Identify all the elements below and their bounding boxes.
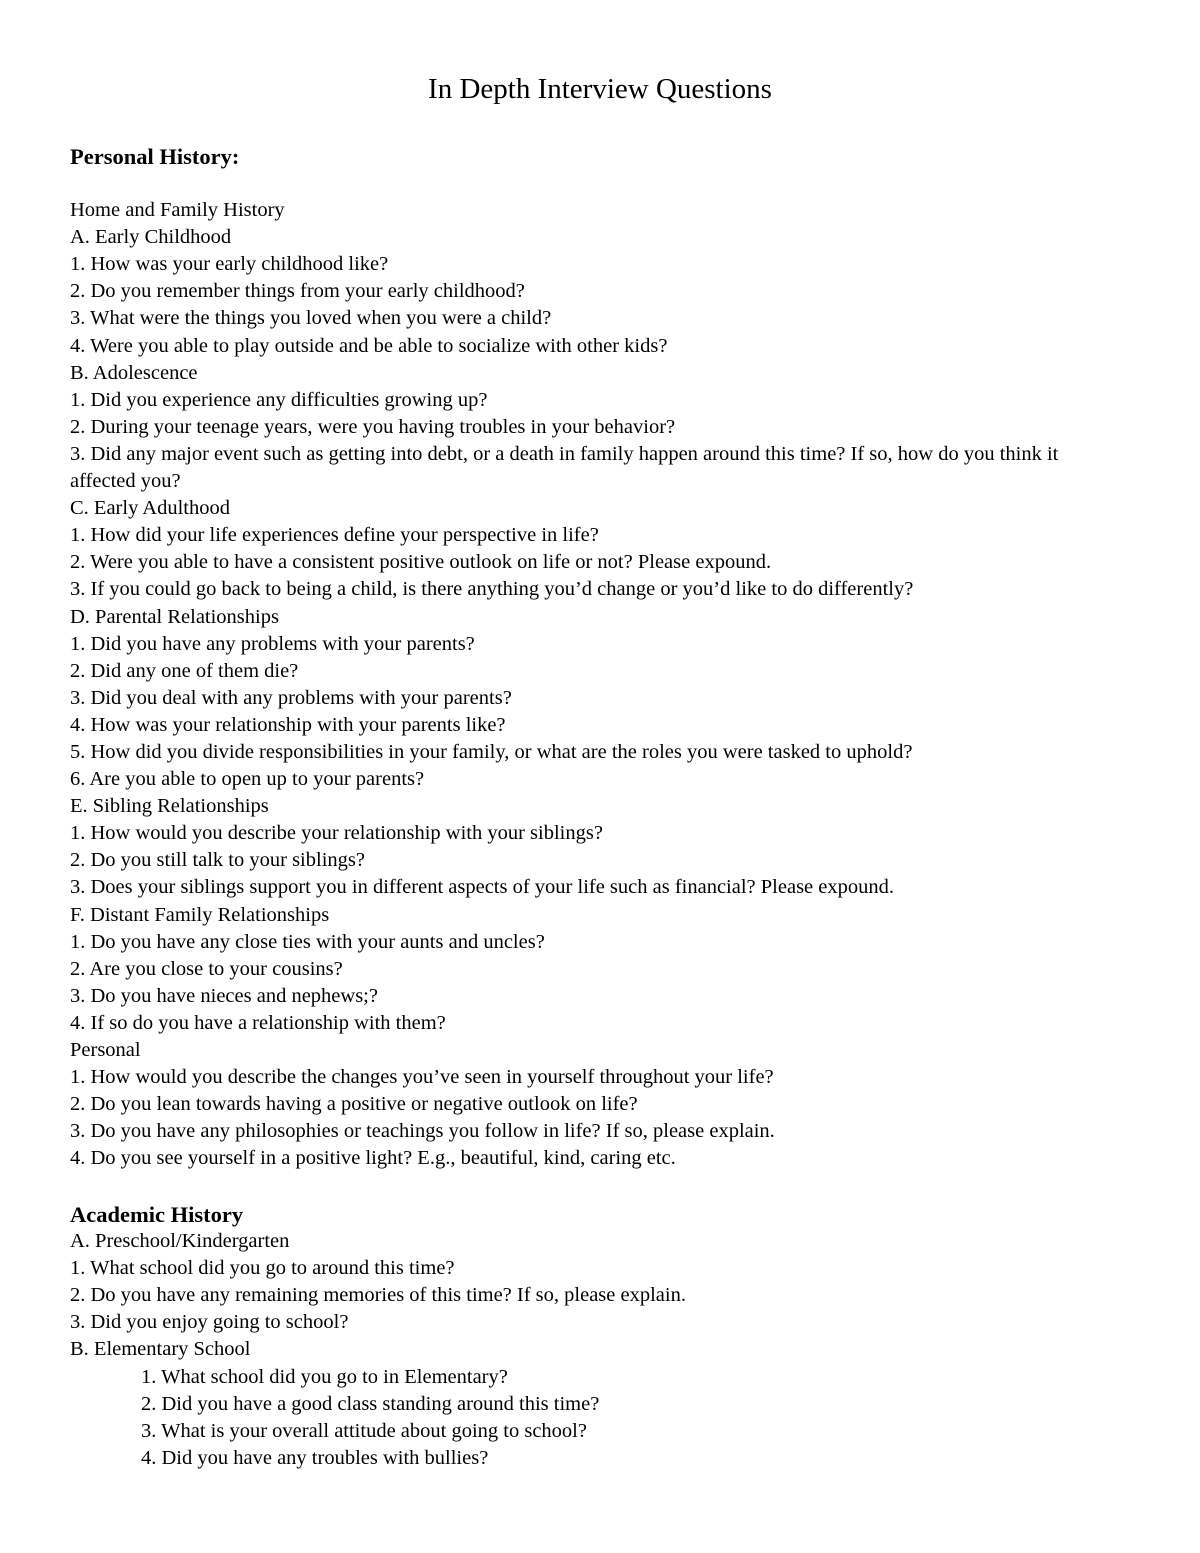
section-label: B. Adolescence xyxy=(70,361,198,384)
section-label: B. Elementary School xyxy=(70,1338,251,1361)
question: 2. Were you able to have a consistent positive outlook on life or not? Please expound. xyxy=(70,551,772,574)
question: 1. What school did you go to in Elementary? xyxy=(141,1365,508,1388)
section-label: D. Parental Relationships xyxy=(70,605,279,628)
question: 3. Do you have any philosophies or teachings you follow in life? If so, please explain. xyxy=(70,1120,775,1143)
question: 2. Are you close to your cousins? xyxy=(70,957,343,980)
section-label: Personal xyxy=(70,1039,141,1061)
section-label: F. Distant Family Relationships xyxy=(70,903,330,926)
question: 1. How was your early childhood like? xyxy=(70,253,389,276)
question: 3. If you could go back to being a child, is there anything you’d change or you’d like to do differently? xyxy=(70,578,914,601)
question: 4. How was your relationship with your parents like? xyxy=(70,713,506,736)
question: 2. Did any one of them die? xyxy=(70,659,299,682)
question: 1. Did you have any problems with your parents? xyxy=(70,632,475,655)
document-title: In Depth Interview Questions xyxy=(428,73,772,105)
question: 5. How did you divide responsibilities in your family, or what are the roles you were tasked to uphold? xyxy=(70,740,913,763)
personal-history-section xyxy=(70,143,1120,1172)
question: 1. Did you experience any difficulties growing up? xyxy=(70,388,488,411)
question: 4. Do you see yourself in a positive light? E.g., beautiful, kind, caring etc. xyxy=(70,1147,676,1170)
spacer xyxy=(70,170,1120,197)
section-label: A. Early Childhood xyxy=(70,226,232,249)
question: 2. During your teenage years, were you having troubles in your behavior? xyxy=(70,415,676,438)
question: 2. Do you have any remaining memories of this time? If so, please explain. xyxy=(70,1284,686,1307)
question: 4. Were you able to play outside and be able to socialize with other kids? xyxy=(70,334,668,357)
home-family-subheading: Home and Family History xyxy=(70,199,285,222)
question: 1. What school did you go to around this time? xyxy=(70,1257,455,1280)
question: 1. How would you describe the changes you’ve seen in yourself throughout your life? xyxy=(70,1066,774,1089)
question: 1. How did your life experiences define your perspective in life? xyxy=(70,524,599,547)
question: 3. What is your overall attitude about going to school? xyxy=(141,1419,587,1442)
question: 4. Did you have any troubles with bullies? xyxy=(141,1446,489,1469)
question: 1. How would you describe your relationship with your siblings? xyxy=(70,822,603,845)
question: 2. Do you remember things from your early childhood? xyxy=(70,280,525,303)
question: 3. Does your siblings support you in different aspects of your life such as financial? Please expound. xyxy=(70,876,894,899)
question: 3. Did you deal with any problems with your parents? xyxy=(70,686,512,709)
question: 6. Are you able to open up to your parents? xyxy=(70,768,425,791)
question: 1. Do you have any close ties with your aunts and uncles? xyxy=(70,930,545,953)
section-label: E. Sibling Relationships xyxy=(70,795,269,818)
academic-history-section xyxy=(70,1201,1120,1472)
question: 2. Do you lean towards having a positive or negative outlook on life? xyxy=(70,1093,638,1116)
personal-history-heading: Personal History: xyxy=(70,144,240,169)
question: 3. Did any major event such as getting into debt, or a death in family happen around this time? If so, how do you think it affected you? xyxy=(70,442,1059,493)
question: 4. If so do you have a relationship with them? xyxy=(70,1011,446,1034)
question: 2. Do you still talk to your siblings? xyxy=(70,849,365,872)
section-label: A. Preschool/Kindergarten xyxy=(70,1230,290,1253)
section-label: C. Early Adulthood xyxy=(70,497,231,520)
question: 3. Do you have nieces and nephews;? xyxy=(70,984,378,1007)
question: 3. What were the things you loved when you were a child? xyxy=(70,307,552,330)
question: 2. Did you have a good class standing around this time? xyxy=(141,1392,600,1415)
academic-history-heading: Academic History xyxy=(70,1202,244,1227)
question: 3. Did you enjoy going to school? xyxy=(70,1311,349,1334)
